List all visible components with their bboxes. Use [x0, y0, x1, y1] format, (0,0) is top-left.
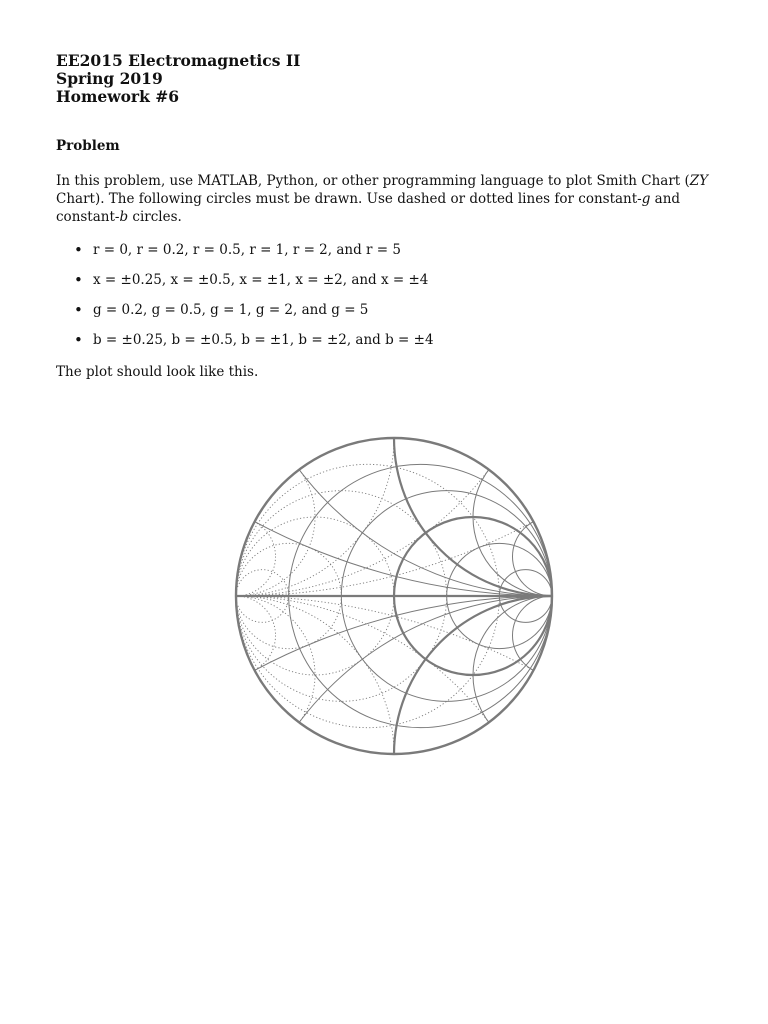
section-title: Problem — [56, 138, 120, 154]
constant-x-circle — [394, 432, 562, 596]
document-header — [56, 52, 300, 106]
intro-b: b — [119, 209, 129, 225]
assignment-title: Homework #6 — [56, 87, 180, 106]
constant-x-unit-circle — [394, 596, 562, 762]
intro-zy: ZY — [689, 173, 709, 189]
intro-part2: Chart). The following circles must be drawn. Use dashed or dotted lines for constant- — [56, 191, 642, 207]
smith-chart — [222, 432, 562, 762]
constant-b-circle — [222, 432, 562, 596]
constant-x-unit-circle — [394, 432, 562, 596]
intro-part4: circles. — [128, 209, 182, 225]
circle-requirements-list — [74, 240, 434, 360]
constant-b-circle — [222, 432, 394, 596]
constant-b-circle — [222, 596, 394, 762]
constant-b-circle — [222, 596, 552, 762]
closing-text: The plot should look like this. — [56, 364, 259, 380]
constant-b-circle — [222, 596, 315, 754]
intro-part1: In this problem, use MATLAB, Python, or other programming language to plot Smith Chart ( — [56, 173, 690, 189]
list-item-x: • x = ±0.25, x = ±0.5, x = ±1, x = ±2, and x = ±4 — [74, 270, 434, 300]
intro-g: g — [641, 191, 651, 207]
term: Spring 2019 — [56, 69, 163, 88]
constant-b-circle — [222, 438, 315, 596]
intro-paragraph — [56, 172, 716, 226]
constant-x-circle — [222, 432, 562, 596]
list-item-g: • g = 0.2, g = 0.5, g = 1, g = 2, and g = 5 — [74, 300, 434, 330]
smith-chart-figure — [222, 432, 562, 762]
list-item-b: • b = ±0.25, b = ±0.5, b = ±1, b = ±2, and b = ±4 — [74, 330, 434, 360]
list-item-r: • r = 0, r = 0.2, r = 0.5, r = 1, r = 2, and r = 5 — [74, 240, 434, 270]
constant-x-circle — [394, 596, 562, 762]
intro-part3: and constant- — [56, 191, 681, 225]
course-title: EE2015 Electromagnetics II — [56, 51, 301, 70]
